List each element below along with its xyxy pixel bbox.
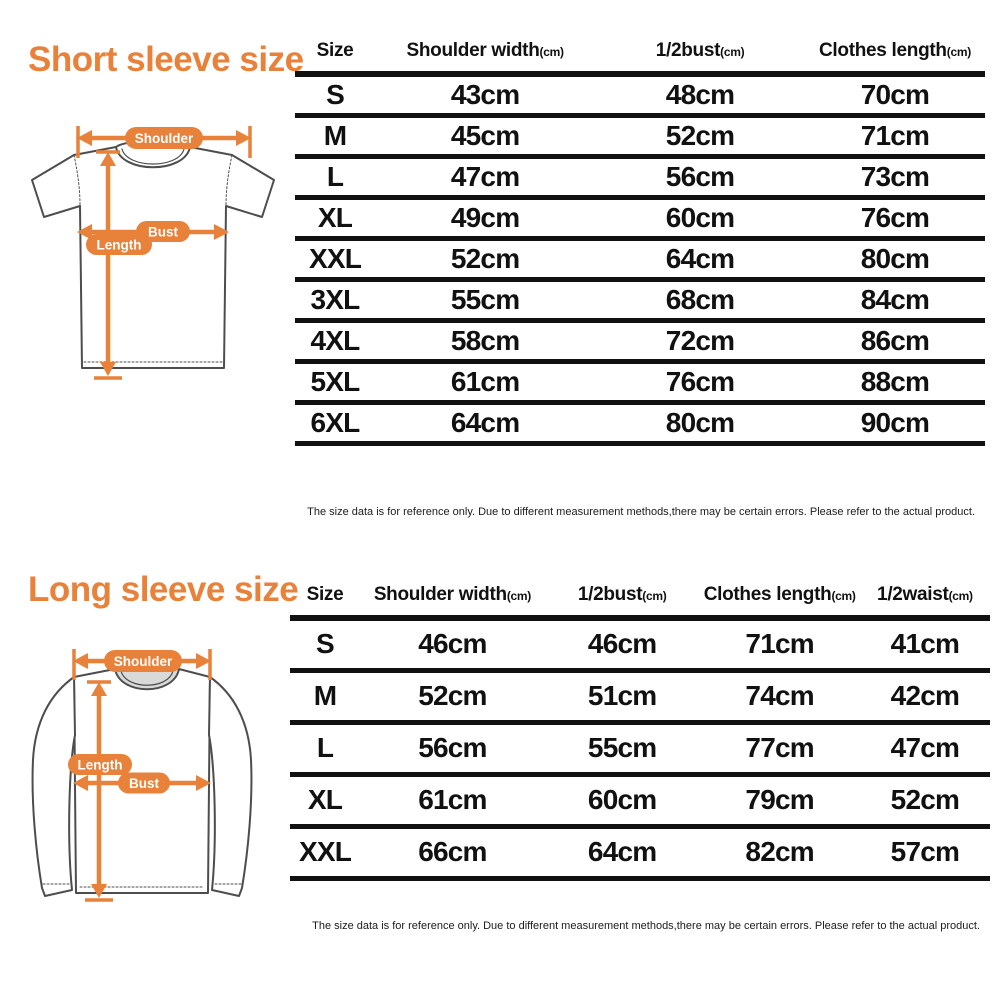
measurement-cell: 55cm [375, 279, 595, 320]
size-cell: XXL [295, 238, 375, 279]
measurement-cell: 49cm [375, 197, 595, 238]
measurement-cell: 64cm [375, 402, 595, 443]
table-row [295, 361, 985, 402]
tshirt-outline [32, 141, 274, 368]
bust-label: Bust [129, 776, 159, 791]
table-row [295, 238, 985, 279]
measurement-cell: 80cm [595, 402, 805, 443]
shoulder-label: Shoulder [134, 131, 194, 146]
size-cell: L [295, 156, 375, 197]
column-header: 1/2waist(cm) [860, 578, 990, 618]
measurement-cell: 46cm [545, 618, 700, 670]
measurement-cell: 66cm [360, 826, 545, 878]
column-header: Clothes length(cm) [699, 578, 859, 618]
measurement-cell: 61cm [375, 361, 595, 402]
size-cell: 4XL [295, 320, 375, 361]
size-cell: L [290, 722, 360, 774]
table-row [295, 402, 985, 443]
long-sleeve-diagram [12, 636, 284, 916]
size-cell: M [290, 670, 360, 722]
short-sleeve-diagram [16, 112, 294, 404]
measurement-cell: 48cm [595, 74, 805, 115]
measurement-cell: 60cm [595, 197, 805, 238]
size-cell: XL [290, 774, 360, 826]
column-header: Shoulder width(cm) [360, 578, 545, 618]
measurement-cell: 68cm [595, 279, 805, 320]
right-sleeve [209, 677, 251, 896]
measurement-cell: 43cm [375, 74, 595, 115]
shoulder-label: Shoulder [113, 654, 173, 669]
measurement-cell: 86cm [805, 320, 985, 361]
column-header: Size [290, 578, 360, 618]
long-sleeve-disclaimer: The size data is for reference only. Due to different measurement methods,there may be certain errors. Please refer to the actual product. [312, 920, 980, 932]
table-row [295, 279, 985, 320]
measurement-cell: 58cm [375, 320, 595, 361]
measurement-cell: 56cm [595, 156, 805, 197]
size-cell: 6XL [295, 402, 375, 443]
measurement-cell: 64cm [595, 238, 805, 279]
measurement-cell: 61cm [360, 774, 545, 826]
size-table [290, 578, 990, 881]
measurement-cell: 52cm [860, 774, 990, 826]
table-row [290, 670, 990, 722]
table-row [295, 115, 985, 156]
measurement-cell: 73cm [805, 156, 985, 197]
size-cell: M [295, 115, 375, 156]
table-row [290, 722, 990, 774]
left-sleeve [33, 677, 75, 896]
measurement-cell: 74cm [699, 670, 859, 722]
measurement-cell: 55cm [545, 722, 700, 774]
table-row [295, 197, 985, 238]
measurement-cell: 52cm [375, 238, 595, 279]
size-cell: XXL [290, 826, 360, 878]
measurement-cell: 60cm [545, 774, 700, 826]
column-header: Clothes length(cm) [805, 34, 985, 74]
measurement-cell: 57cm [860, 826, 990, 878]
table-row [295, 156, 985, 197]
long-sleeve-table [290, 578, 990, 881]
length-label: Length [96, 237, 142, 253]
bust-label: Bust [148, 224, 178, 240]
table-row [295, 320, 985, 361]
column-header: 1/2bust(cm) [595, 34, 805, 74]
short-sleeve-title: Short sleeve size [28, 40, 304, 79]
column-header: Shoulder width(cm) [375, 34, 595, 74]
column-header: 1/2bust(cm) [545, 578, 700, 618]
measurement-cell: 88cm [805, 361, 985, 402]
column-header: Size [295, 34, 375, 74]
measurement-cell: 76cm [595, 361, 805, 402]
size-cell: 5XL [295, 361, 375, 402]
measurement-cell: 52cm [360, 670, 545, 722]
measurement-cell: 42cm [860, 670, 990, 722]
length-label: Length [77, 757, 123, 773]
measurement-cell: 76cm [805, 197, 985, 238]
size-cell: XL [295, 197, 375, 238]
size-table [295, 34, 985, 446]
table-row [290, 774, 990, 826]
measurement-cell: 41cm [860, 618, 990, 670]
measurement-cell: 70cm [805, 74, 985, 115]
measurement-cell: 79cm [699, 774, 859, 826]
table-row [290, 618, 990, 670]
header-row [295, 34, 985, 74]
short-sleeve-disclaimer: The size data is for reference only. Due to different measurement methods,there may be certain errors. Please refer to the actual product. [307, 506, 975, 518]
measurement-cell: 56cm [360, 722, 545, 774]
measurement-cell: 80cm [805, 238, 985, 279]
measurement-cell: 64cm [545, 826, 700, 878]
size-cell: S [290, 618, 360, 670]
measurement-cell: 47cm [375, 156, 595, 197]
measurement-cell: 71cm [805, 115, 985, 156]
measurement-cell: 46cm [360, 618, 545, 670]
measurement-cell: 90cm [805, 402, 985, 443]
header-row [290, 578, 990, 618]
measurement-cell: 51cm [545, 670, 700, 722]
measurement-cell: 77cm [699, 722, 859, 774]
measurement-cell: 47cm [860, 722, 990, 774]
size-cell: 3XL [295, 279, 375, 320]
measurement-cell: 52cm [595, 115, 805, 156]
table-row [290, 826, 990, 878]
measurement-cell: 72cm [595, 320, 805, 361]
measurement-cell: 45cm [375, 115, 595, 156]
measurement-cell: 82cm [699, 826, 859, 878]
long-sleeve-title: Long sleeve size [28, 570, 299, 609]
size-cell: S [295, 74, 375, 115]
short-sleeve-table [295, 34, 985, 446]
table-row [295, 74, 985, 115]
measurement-cell: 71cm [699, 618, 859, 670]
measurement-cell: 84cm [805, 279, 985, 320]
